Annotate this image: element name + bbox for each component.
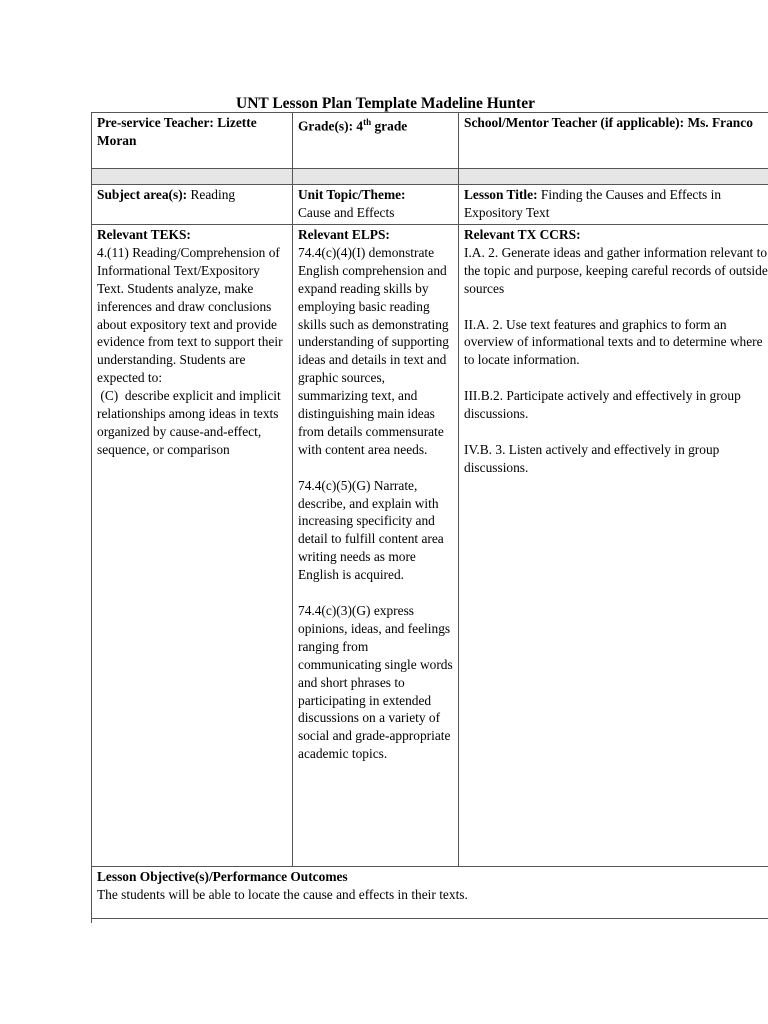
grade-number: 4 bbox=[356, 118, 364, 134]
unit-topic-value: Cause and Effects bbox=[298, 204, 395, 220]
ccrs-heading: Relevant TX CCRS: bbox=[464, 227, 581, 242]
grade-word: grade bbox=[374, 118, 408, 134]
mentor-cell bbox=[459, 113, 768, 169]
teks-paragraph: (C) describe explicit and implicit relationships among ideas in texts organized by cause-and-effect, sequence, or comparison bbox=[97, 388, 285, 457]
document-title: UNT Lesson Plan Template Madeline Hunter bbox=[236, 95, 535, 112]
elps-item: 74.4(c)(4)(I) demonstrate English comprehension and expand reading skills by employing basic reading skills such as demonstrating understanding of supporting ideas and details in text and graphic sources, summarizing text, and distinguishing main ideas from details commensurate with content area needs. bbox=[298, 244, 449, 457]
unit-topic-label: Unit Topic/Theme: bbox=[298, 187, 406, 202]
lesson-title-value: Finding the Causes and Effects in Expository Text bbox=[464, 187, 722, 220]
lesson-plan-table bbox=[91, 112, 768, 923]
teks-heading: Relevant TEKS: bbox=[97, 227, 191, 242]
objectives-row bbox=[92, 867, 768, 923]
teacher-info-row bbox=[92, 113, 768, 169]
teks-paragraph: 4.(11) Reading/Comprehension of Informational Text/Expository Text. Students analyze, make inferences and draw conclusions about expository text and provide evidence from text to support their understanding. Students are expected to: bbox=[97, 244, 283, 386]
lesson-title-label: Lesson Title: bbox=[464, 187, 538, 202]
teacher-name: Lizette Moran bbox=[97, 115, 257, 148]
standards-row bbox=[92, 225, 768, 867]
grade-superscript: th bbox=[363, 117, 372, 127]
shaded-spacer-row bbox=[92, 169, 768, 185]
shaded-cell bbox=[459, 169, 768, 185]
table-bottom-border bbox=[91, 918, 768, 919]
subject-label: Subject area(s): bbox=[97, 187, 188, 202]
paragraph-gap bbox=[298, 459, 453, 477]
subject-cell bbox=[92, 185, 293, 225]
paragraph-gap bbox=[298, 584, 453, 602]
objectives-heading: Lesson Objective(s)/Performance Outcomes bbox=[97, 869, 348, 884]
paragraph-gap bbox=[464, 298, 768, 316]
teacher-cell bbox=[92, 113, 293, 169]
elps-heading: Relevant ELPS: bbox=[298, 227, 390, 242]
teacher-label: Pre-service Teacher: bbox=[97, 115, 214, 130]
subject-row bbox=[92, 185, 768, 225]
grade-cell bbox=[293, 113, 459, 169]
objectives-text: The students will be able to locate the cause and effects in their texts. bbox=[97, 886, 468, 902]
ccrs-item: III.B.2. Participate actively and effectively in group discussions. bbox=[464, 388, 741, 422]
subject-value: Reading bbox=[190, 187, 236, 202]
ccrs-item: I.A. 2. Generate ideas and gather information relevant to the topic and purpose, keeping careful records of outside sources bbox=[464, 244, 768, 296]
elps-item: 74.4(c)(5)(G) Narrate, describe, and explain with increasing specificity and detail to fulfill content area writing needs as more English is acquired. bbox=[298, 477, 444, 583]
shaded-cell bbox=[293, 169, 459, 185]
paragraph-gap bbox=[464, 423, 768, 441]
ccrs-cell bbox=[459, 225, 768, 867]
objectives-cell bbox=[92, 867, 768, 923]
teks-cell bbox=[92, 225, 293, 867]
shaded-cell bbox=[92, 169, 293, 185]
ccrs-item: II.A. 2. Use text features and graphics to form an overview of informational texts and to determine where to locate information. bbox=[464, 316, 763, 368]
grade-label: Grade(s): bbox=[298, 118, 354, 134]
elps-cell bbox=[293, 225, 459, 867]
paragraph-gap bbox=[464, 369, 768, 387]
mentor-name: Ms. Franco bbox=[687, 115, 753, 130]
ccrs-item: IV.B. 3. Listen actively and effectively in group discussions. bbox=[464, 441, 720, 475]
elps-item: 74.4(c)(3)(G) express opinions, ideas, and feelings ranging from communicating single words and short phrases to participating in extended discussions on a variety of social and grade-appropriate academic topics. bbox=[298, 603, 453, 762]
lesson-title-cell bbox=[459, 185, 768, 225]
unit-topic-cell bbox=[293, 185, 459, 225]
mentor-label: School/Mentor Teacher (if applicable): bbox=[464, 115, 685, 130]
